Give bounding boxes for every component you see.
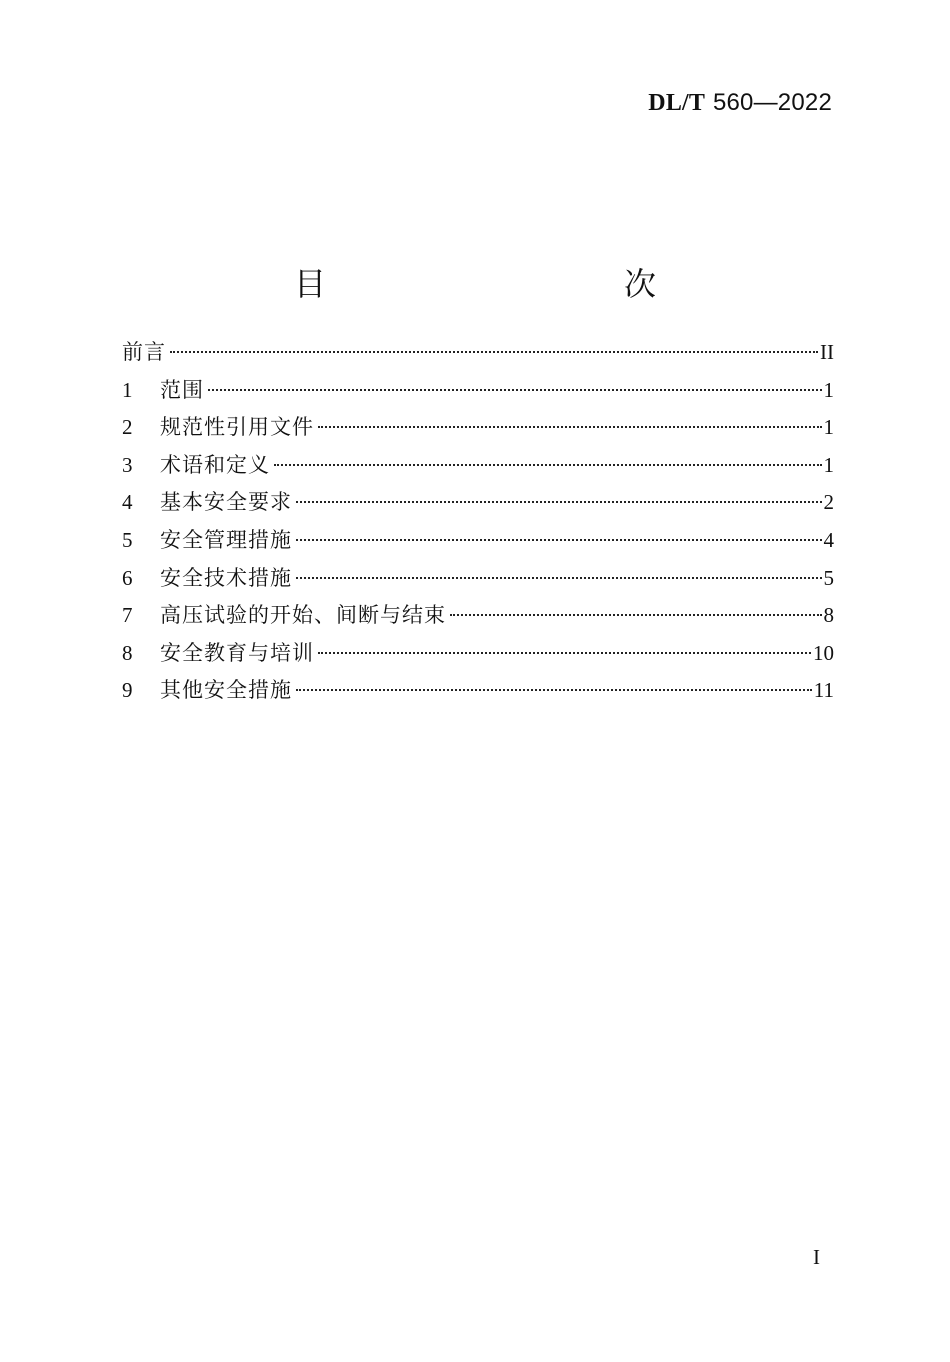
toc-dot-leader — [318, 652, 811, 654]
document-code — [648, 88, 832, 117]
toc-entry-label: 术语和定义 — [160, 452, 270, 477]
toc-entry-7[interactable] — [122, 597, 834, 635]
toc-entry-4[interactable] — [122, 484, 834, 522]
toc-entry-number: 8 — [122, 640, 133, 665]
toc-entry-number: 6 — [122, 565, 133, 590]
toc-entry-page: 1 — [823, 377, 834, 402]
toc-entry-label: 安全教育与培训 — [160, 640, 314, 665]
toc-entry-8[interactable] — [122, 635, 834, 673]
toc-entry-label: 基本安全要求 — [160, 490, 292, 515]
toc-entry-number: 7 — [122, 603, 133, 628]
toc-entry-page: 8 — [823, 603, 834, 628]
document-code-prefix: DL/T — [648, 90, 706, 116]
toc-entry-page: 2 — [823, 490, 834, 515]
document-code-number: 560—2022 — [712, 89, 832, 116]
toc-entry-page: 1 — [823, 452, 834, 477]
toc-entry-page: 4 — [823, 527, 834, 552]
toc-dot-leader — [296, 577, 822, 579]
toc-entry-number: 3 — [122, 452, 133, 477]
toc-entry-page: II — [820, 340, 834, 364]
toc-entry-9[interactable] — [122, 672, 834, 710]
toc-entry-page: 5 — [823, 565, 834, 590]
toc-entry-label: 安全技术措施 — [160, 565, 292, 590]
toc-entry-page: 11 — [813, 678, 834, 703]
toc-entry-number: 2 — [122, 415, 133, 440]
toc-title: 目 次 — [293, 265, 734, 304]
toc-entry-label: 范围 — [160, 377, 204, 402]
toc-entry-label: 规范性引用文件 — [160, 415, 314, 440]
toc-entry-number: 4 — [122, 490, 133, 515]
toc-entry-5[interactable] — [122, 522, 834, 560]
toc-entry-number: 5 — [122, 527, 133, 552]
toc-dot-leader — [296, 689, 812, 691]
toc-dot-leader — [296, 501, 822, 503]
page-number: I — [813, 1245, 820, 1269]
toc-entry-6[interactable] — [122, 560, 834, 598]
toc-dot-leader — [296, 539, 822, 541]
toc-entry-label: 其他安全措施 — [160, 678, 292, 703]
toc-entry-label: 安全管理措施 — [160, 527, 292, 552]
toc-dot-leader — [450, 614, 822, 616]
toc-entry-label: 高压试验的开始、间断与结束 — [160, 603, 446, 628]
table-of-contents — [122, 334, 834, 710]
toc-entry-label: 前言 — [122, 340, 166, 364]
toc-entry-3[interactable] — [122, 447, 834, 485]
toc-entry-page: 1 — [823, 415, 834, 440]
toc-entry-2[interactable] — [122, 409, 834, 447]
toc-dot-leader — [208, 389, 822, 391]
toc-entry-number: 1 — [122, 377, 133, 402]
toc-dot-leader — [274, 464, 822, 466]
toc-entry-number: 9 — [122, 678, 133, 703]
toc-dot-leader — [170, 351, 818, 353]
toc-dot-leader — [318, 426, 822, 428]
toc-entry-foreword[interactable] — [122, 334, 834, 372]
toc-entry-page: 10 — [813, 640, 834, 665]
toc-entry-1[interactable] — [122, 372, 834, 410]
